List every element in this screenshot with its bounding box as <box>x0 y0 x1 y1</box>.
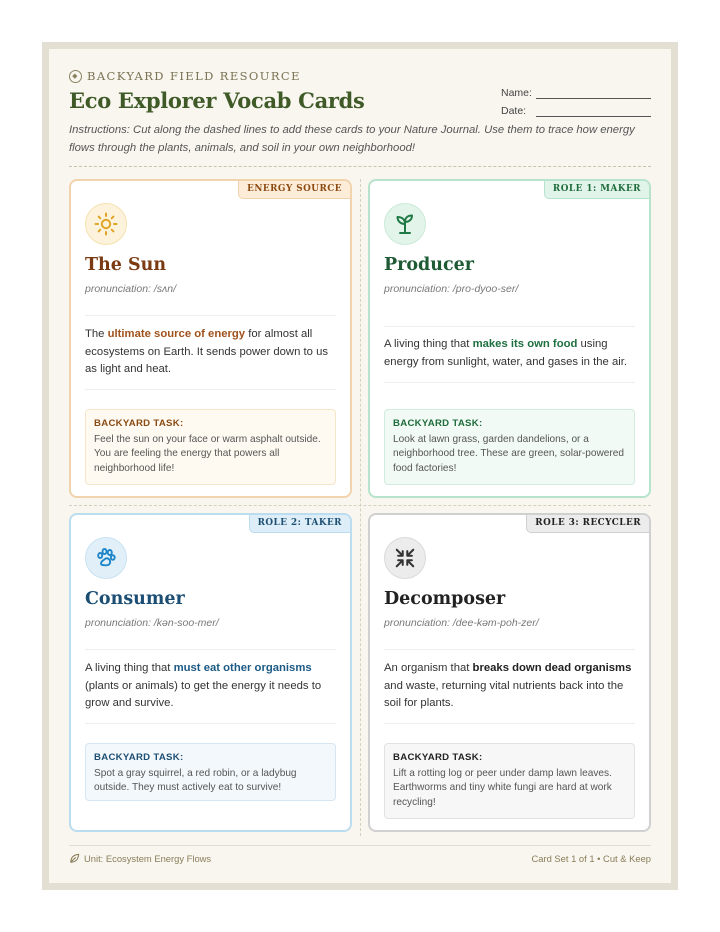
card-term: The Sun <box>85 255 167 275</box>
leaf-icon <box>69 853 80 864</box>
date-row <box>501 99 651 117</box>
divider <box>85 649 336 650</box>
card-pronunciation: pronunciation: /dee-kəm-poh-zer/ <box>384 617 539 629</box>
vocab-card-sun <box>69 179 352 498</box>
backyard-task <box>384 409 635 485</box>
vocab-card-decomposer <box>368 513 651 832</box>
backyard-task <box>384 743 635 819</box>
name-label: Name: <box>501 87 532 99</box>
task-text: Spot a gray squirrel, a red robin, or a ladybug outside. They must actively eat to survive! <box>94 767 297 794</box>
card-pronunciation: pronunciation: /kən-soo-mer/ <box>85 617 219 629</box>
task-title: BACKYARD TASK: <box>94 752 184 763</box>
task-title: BACKYARD TASK: <box>94 418 184 429</box>
card-definition: A living thing that makes its own food using energy from sunlight, water, and gases in the air. <box>384 338 628 368</box>
footer-left <box>69 853 211 864</box>
card-definition: The ultimate source of energy for almost all ecosystems on Earth. It sends power down to us as light and heat. <box>85 328 329 375</box>
card-tag: ROLE 3: RECYCLER <box>526 515 649 533</box>
card-term: Decomposer <box>384 589 506 609</box>
footer-divider <box>69 845 651 846</box>
card-tag: ENERGY SOURCE <box>238 181 350 199</box>
unit-label: Unit: Ecosystem Energy Flows <box>84 853 212 864</box>
cut-line-top <box>69 166 651 167</box>
backyard-task <box>85 743 336 801</box>
eyebrow-text: BACKYARD FIELD RESOURCE <box>87 69 301 83</box>
cut-line-vertical <box>360 179 361 836</box>
compass-icon: ◆ <box>69 70 82 83</box>
divider <box>384 382 635 383</box>
card-definition: A living thing that must eat other organisms (plants or animals) to get the energy it needs to grow and survive. <box>85 662 322 709</box>
vocab-card-consumer <box>69 513 352 832</box>
card-term: Consumer <box>85 589 185 609</box>
header <box>69 69 651 117</box>
date-label: Date: <box>501 105 527 117</box>
card-set-label: Card Set 1 of 1 • Cut & Keep <box>531 853 651 864</box>
sprout-icon <box>384 203 426 245</box>
backyard-task <box>85 409 336 485</box>
name-row <box>501 81 651 99</box>
name-field[interactable] <box>536 88 651 99</box>
vocab-card-producer <box>368 179 651 498</box>
task-text: Look at lawn grass, garden dandelions, or a neighborhood tree. These are green, solar-powered food factories! <box>393 433 624 474</box>
sun-icon <box>85 203 127 245</box>
worksheet <box>42 42 678 890</box>
divider <box>384 723 635 724</box>
task-title: BACKYARD TASK: <box>393 752 483 763</box>
card-pronunciation: pronunciation: /sʌn/ <box>85 283 177 295</box>
card-pronunciation: pronunciation: /pro-dyoo-ser/ <box>384 283 519 295</box>
page-title: Eco Explorer Vocab Cards <box>69 88 365 113</box>
paw-icon <box>85 537 127 579</box>
divider <box>384 649 635 650</box>
divider <box>85 723 336 724</box>
card-tag: ROLE 1: MAKER <box>544 181 649 199</box>
cut-line-middle <box>69 505 651 506</box>
instructions: Instructions: Cut along the dashed lines to add these cards to your Nature Journal. Use them to trace how energy flows through the plants, animals, and soil in your own neighborhood! <box>69 124 635 154</box>
card-term: Producer <box>384 255 475 275</box>
name-date-fields <box>501 81 651 117</box>
footer <box>69 853 651 864</box>
divider <box>384 326 635 327</box>
task-text: Feel the sun on your face or warm asphalt outside. You are feeling the energy that powers all neighborhood life! <box>94 433 321 474</box>
card-definition: An organism that breaks down dead organisms and waste, returning vital nutrients back into the soil for plants. <box>384 662 632 709</box>
task-title: BACKYARD TASK: <box>393 418 483 429</box>
divider <box>85 389 336 390</box>
card-tag: ROLE 2: TAKER <box>249 515 350 533</box>
task-text: Lift a rotting log or peer under damp lawn leaves. Earthworms and tiny white fungi are hard at work recycling! <box>393 767 612 808</box>
date-field[interactable] <box>536 106 651 117</box>
compress-arrows-icon <box>384 537 426 579</box>
divider <box>85 315 336 316</box>
